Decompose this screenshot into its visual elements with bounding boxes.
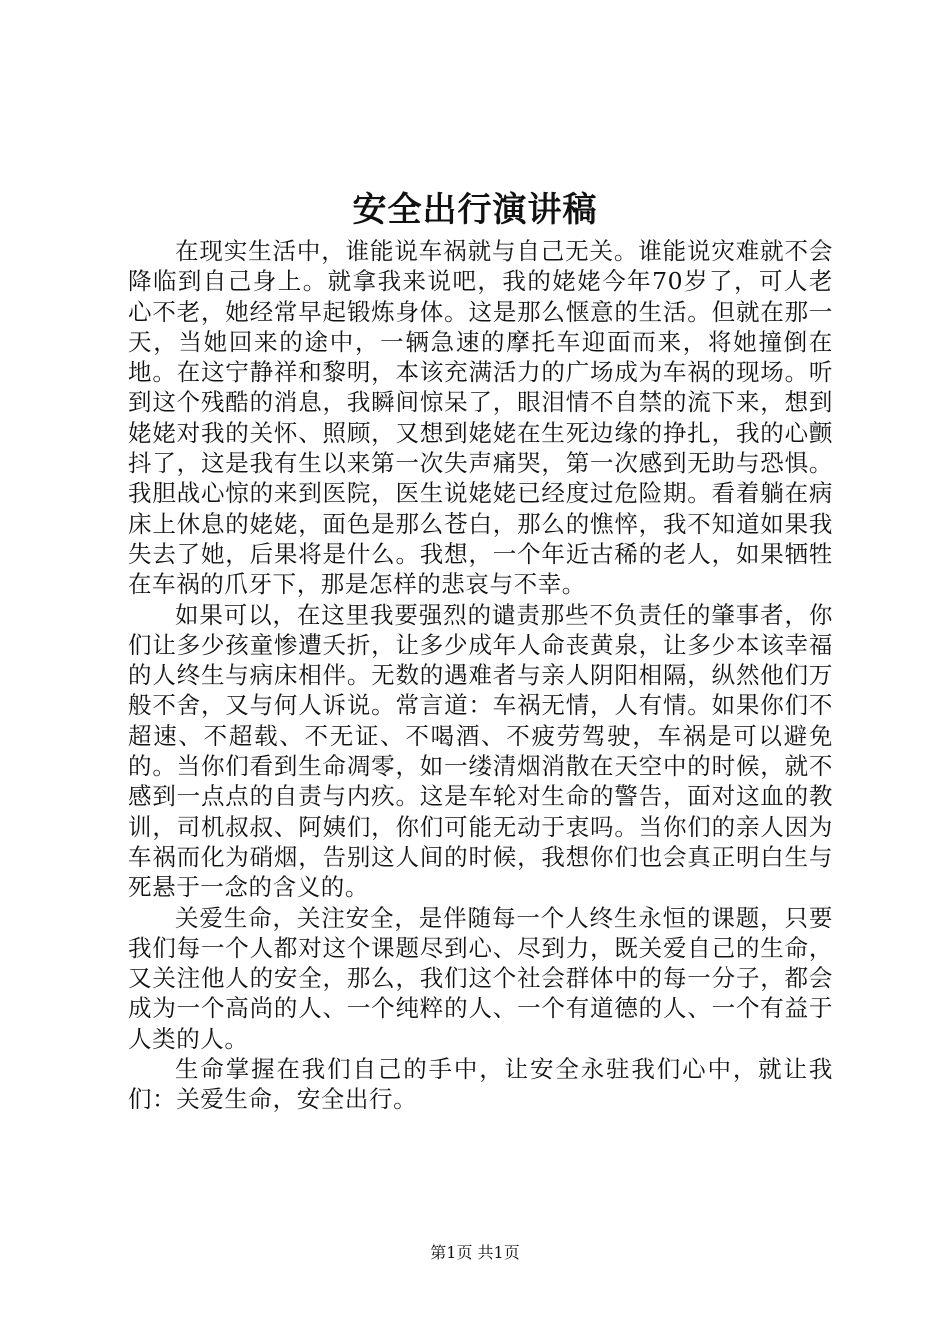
document-title: 安全出行演讲稿 bbox=[352, 190, 598, 230]
paragraph: 关爱生命，关注安全，是伴随每一个人终生永恒的课题，只要我们每一个人都对这个课题尽到心、尽到力，既关爱自己的生命，又关注他人的安全，那么，我们这个社会群体中的每一分子，都会成为一个高尚的人、一个纯粹的人、一个有道德的人、一个有益于人类的人。 bbox=[128, 903, 833, 1053]
document-body bbox=[128, 236, 833, 1115]
paragraph: 如果可以，在这里我要强烈的谴责那些不负责任的肇事者，你们让多少孩童惨遭夭折，让多少成年人命丧黄泉，让多少本该幸福的人终生与病床相伴。无数的遇难者与亲人阴阳相隔，纵然他们万般不舍，又与何人诉说。常言道：车祸无情，人有情。如果你们不超速、不超载、不无证、不喝酒、不疲劳驾驶，车祸是可以避免的。当你们看到生命凋零，如一缕清烟消散在天空中的时候，就不感到一点点的自责与内疚。这是车轮对生命的警告，面对这血的教训，司机叔叔、阿姨们，你们可能无动于衷吗。当你们的亲人因为车祸而化为硝烟，告别这人间的时候，我想你们也会真正明白生与死悬于一念的含义的。 bbox=[128, 600, 833, 902]
paragraph: 在现实生活中，谁能说车祸就与自己无关。谁能说灾难就不会降临到自己身上。就拿我来说吧，我的姥姥今年70岁了，可人老心不老，她经常早起锻炼身体。这是那么惬意的生活。但就在那一天，当她回来的途中，一辆急速的摩托车迎面而来，将她撞倒在地。在这宁静祥和黎明，本该充满活力的广场成为车祸的现场。听到这个残酷的消息，我瞬间惊呆了，眼泪情不自禁的流下来，想到姥姥对我的关怀、照顾，又想到姥姥在生死边缘的挣扎，我的心颤抖了，这是我有生以来第一次失声痛哭，第一次感到无助与恐惧。我胆战心惊的来到医院，医生说姥姥已经度过危险期。看着躺在病床上休息的姥姥，面色是那么苍白，那么的憔悴，我不知道如果我失去了她，后果将是什么。我想，一个年近古稀的老人，如果牺牲在车祸的爪牙下，那是怎样的悲哀与不幸。 bbox=[128, 237, 833, 599]
page-footer: 第1页 共1页 bbox=[430, 1243, 520, 1262]
paragraph: 生命掌握在我们自己的手中，让安全永驻我们心中，就让我们：关爱生命，安全出行。 bbox=[128, 1055, 833, 1114]
